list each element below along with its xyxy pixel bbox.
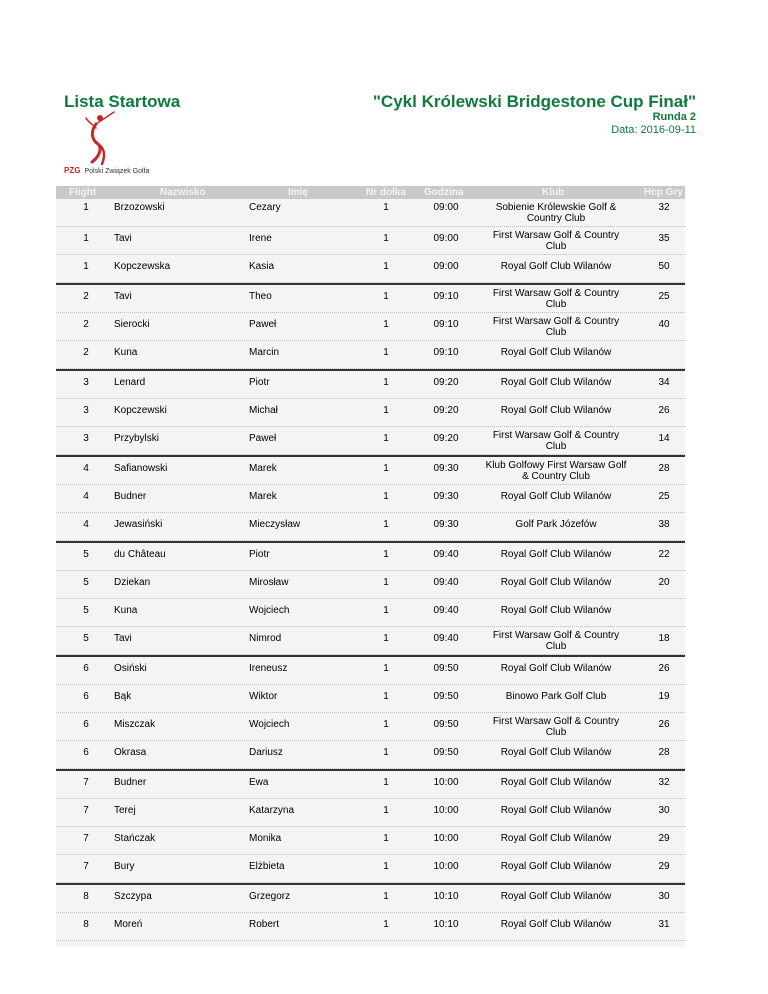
time-cell: 10:00 (433, 777, 459, 788)
flight-cell: 7 (83, 833, 89, 844)
first-name-cell: Mirosław (249, 577, 289, 588)
col-club: Klub (542, 187, 565, 198)
hole-cell: 1 (383, 405, 389, 416)
table-row (56, 599, 685, 627)
last-name-cell: Okrasa (114, 747, 147, 758)
club-cell: Royal Golf Club Wilanów (500, 805, 612, 816)
table-row (56, 769, 685, 799)
club-cell: First Warsaw Golf & Country Club (492, 316, 620, 338)
last-name-cell: Miszczak (114, 719, 156, 730)
flight-cell: 7 (83, 805, 89, 816)
last-name-cell: Dziekan (114, 577, 151, 588)
last-name-cell: Tavi (114, 633, 132, 644)
time-cell: 09:30 (433, 519, 459, 530)
flight-cell: 7 (83, 777, 89, 788)
hcp-cell: 32 (658, 202, 670, 213)
first-name-cell: Theo (249, 291, 272, 302)
last-name-cell: Moreń (114, 919, 143, 930)
time-cell: 09:10 (433, 291, 459, 302)
last-name-cell: Budner (114, 777, 147, 788)
last-name-cell: Terej (114, 805, 136, 816)
table-row (56, 427, 685, 455)
hole-cell: 1 (383, 463, 389, 474)
table-row (56, 883, 685, 913)
first-name-cell: Marcin (249, 347, 280, 358)
club-cell: Royal Golf Club Wilanów (500, 377, 612, 388)
hcp-cell: 32 (658, 777, 670, 788)
hcp-cell: 40 (658, 319, 670, 330)
time-cell: 10:00 (433, 805, 459, 816)
flight-cell: 3 (83, 405, 89, 416)
hcp-cell: 34 (658, 377, 670, 388)
hole-cell: 1 (383, 377, 389, 388)
col-first-name: Imię (288, 187, 309, 198)
table-row (56, 255, 685, 283)
club-cell: Royal Golf Club Wilanów (500, 861, 612, 872)
time-cell: 09:50 (433, 719, 459, 730)
last-name-cell: Brzozowski (114, 202, 165, 213)
logo-abbr: PZG (64, 166, 81, 175)
flight-cell: 2 (83, 319, 89, 330)
flight-cell: 6 (83, 663, 89, 674)
hcp-cell: 20 (658, 577, 670, 588)
table-row (56, 913, 685, 941)
logo-name: Polski Związek Golfa (84, 168, 150, 175)
last-name-cell: Kuna (114, 347, 138, 358)
table-row (56, 341, 685, 369)
hcp-cell: 28 (658, 747, 670, 758)
club-cell: Royal Golf Club Wilanów (500, 491, 612, 502)
time-cell: 09:00 (433, 261, 459, 272)
club-cell: Royal Golf Club Wilanów (500, 261, 612, 272)
col-flight: Flight (69, 187, 97, 198)
flight-cell: 1 (83, 233, 89, 244)
hole-cell: 1 (383, 691, 389, 702)
last-name-cell: Osiński (114, 663, 147, 674)
hcp-cell: 50 (658, 261, 670, 272)
flight-cell: 4 (83, 463, 89, 474)
first-name-cell: Kasia (249, 261, 275, 272)
hole-cell: 1 (383, 433, 389, 444)
flight-cell: 1 (83, 202, 89, 213)
time-cell: 10:10 (433, 891, 459, 902)
flight-cell: 5 (83, 633, 89, 644)
col-hcp: Hcp Gry (644, 187, 683, 198)
hole-cell: 1 (383, 291, 389, 302)
table-row (56, 283, 685, 313)
table-row (56, 227, 685, 255)
hcp-cell: 38 (658, 519, 670, 530)
first-name-cell: Piotr (249, 377, 270, 388)
time-cell: 10:00 (433, 833, 459, 844)
col-time: Godzina (424, 187, 464, 198)
last-name-cell: Bury (114, 861, 135, 872)
first-name-cell: Nimrod (249, 633, 282, 644)
time-cell: 09:00 (433, 233, 459, 244)
hcp-cell: 25 (658, 291, 670, 302)
time-cell: 09:30 (433, 491, 459, 502)
first-name-cell: Wojciech (249, 605, 290, 616)
last-name-cell: Sierocki (114, 319, 150, 330)
tournament-title: "Cykl Królewski Bridgestone Cup Finał" (372, 92, 696, 111)
club-cell: Royal Golf Club Wilanów (500, 891, 612, 902)
start-list-table (56, 186, 685, 947)
club-cell: Royal Golf Club Wilanów (500, 405, 612, 416)
hole-cell: 1 (383, 319, 389, 330)
first-name-cell: Mieczysław (249, 519, 301, 530)
hcp-cell: 29 (658, 833, 670, 844)
time-cell: 09:50 (433, 663, 459, 674)
hcp-cell: 35 (658, 233, 670, 244)
first-name-cell: Marek (249, 463, 277, 474)
last-name-cell: Przybylski (114, 433, 160, 444)
last-name-cell: Jewasiński (114, 519, 163, 530)
hcp-cell: 31 (658, 919, 670, 930)
first-name-cell: Irene (249, 233, 272, 244)
time-cell: 09:20 (433, 433, 459, 444)
hole-cell: 1 (383, 633, 389, 644)
table-row (56, 513, 685, 541)
club-cell: Binowo Park Golf Club (505, 691, 607, 702)
flight-cell: 3 (83, 377, 89, 388)
hcp-cell: 29 (658, 861, 670, 872)
last-name-cell: Lenard (114, 377, 146, 388)
first-name-cell: Elżbieta (249, 861, 285, 872)
hole-cell: 1 (383, 605, 389, 616)
hole-cell: 1 (383, 347, 389, 358)
flight-cell: 8 (83, 891, 89, 902)
flight-cell: 4 (83, 519, 89, 530)
first-name-cell: Paweł (249, 433, 277, 444)
hole-cell: 1 (383, 491, 389, 502)
first-name-cell: Wojciech (249, 719, 290, 730)
flight-cell: 6 (83, 747, 89, 758)
first-name-cell: Wiktor (249, 691, 278, 702)
club-cell: Royal Golf Club Wilanów (500, 663, 612, 674)
table-row (56, 399, 685, 427)
hole-cell: 1 (383, 777, 389, 788)
club-cell: Royal Golf Club Wilanów (500, 347, 612, 358)
club-cell: First Warsaw Golf & Country Club (492, 430, 620, 452)
hole-cell: 1 (383, 577, 389, 588)
flight-cell: 6 (83, 719, 89, 730)
first-name-cell: Ireneusz (249, 663, 288, 674)
hole-cell: 1 (383, 233, 389, 244)
time-cell: 09:20 (433, 405, 459, 416)
first-name-cell: Katarzyna (249, 805, 295, 816)
last-name-cell: Safianowski (114, 463, 168, 474)
hole-cell: 1 (383, 891, 389, 902)
last-name-cell: Stańczak (114, 833, 156, 844)
flight-cell: 5 (83, 605, 89, 616)
table-row (56, 485, 685, 513)
table-row (56, 571, 685, 599)
hcp-cell: 26 (658, 719, 670, 730)
hcp-cell: 30 (658, 891, 670, 902)
club-cell: Sobienie Królewskie Golf & Country Club (495, 202, 617, 224)
flight-cell: 1 (83, 261, 89, 272)
hole-cell: 1 (383, 719, 389, 730)
club-cell: Royal Golf Club Wilanów (500, 605, 612, 616)
hole-cell: 1 (383, 519, 389, 530)
table-body (56, 199, 685, 947)
flight-cell: 4 (83, 491, 89, 502)
first-name-cell: Robert (249, 919, 280, 930)
time-cell: 10:10 (433, 919, 459, 930)
last-name-cell: Kopczewski (114, 405, 167, 416)
last-name-cell: Kuna (114, 605, 138, 616)
hcp-cell: 22 (658, 549, 670, 560)
first-name-cell: Cezary (249, 202, 281, 213)
last-name-cell: Bąk (114, 691, 132, 702)
hcp-cell: 26 (658, 663, 670, 674)
hole-cell: 1 (383, 833, 389, 844)
list-title: Lista Startowa (64, 92, 181, 111)
table-row (56, 199, 685, 227)
club-cell: Royal Golf Club Wilanów (500, 833, 612, 844)
time-cell: 09:20 (433, 377, 459, 388)
club-cell: First Warsaw Golf & Country Club (492, 230, 620, 252)
time-cell: 09:10 (433, 319, 459, 330)
club-cell: Royal Golf Club Wilanów (500, 777, 612, 788)
time-cell: 10:00 (433, 861, 459, 872)
hcp-cell: 30 (658, 805, 670, 816)
table-row (56, 713, 685, 741)
hole-cell: 1 (383, 663, 389, 674)
hcp-cell: 28 (658, 463, 670, 474)
time-cell: 09:50 (433, 747, 459, 758)
hcp-cell: 18 (658, 633, 670, 644)
hole-cell: 1 (383, 261, 389, 272)
first-name-cell: Ewa (249, 777, 269, 788)
hcp-cell: 19 (658, 691, 670, 702)
time-cell: 09:40 (433, 577, 459, 588)
table-row (56, 455, 685, 485)
table-row (56, 313, 685, 341)
col-hole: Nr dołka (366, 187, 407, 198)
last-name-cell: Tavi (114, 291, 132, 302)
flight-cell: 5 (83, 549, 89, 560)
date-label: Data: 2016-09-11 (611, 124, 696, 136)
time-cell: 09:40 (433, 549, 459, 560)
first-name-cell: Grzegorz (249, 891, 291, 902)
hole-cell: 1 (383, 747, 389, 758)
first-name-cell: Piotr (249, 549, 270, 560)
hole-cell: 1 (383, 549, 389, 560)
flight-cell: 2 (83, 347, 89, 358)
time-cell: 09:00 (433, 202, 459, 213)
club-cell: Royal Golf Club Wilanów (500, 577, 612, 588)
table-header (56, 186, 685, 199)
table-row (56, 855, 685, 883)
first-name-cell: Monika (249, 833, 282, 844)
table-row (56, 685, 685, 713)
flight-cell: 7 (83, 861, 89, 872)
club-cell: Royal Golf Club Wilanów (500, 919, 612, 930)
table-row (56, 741, 685, 769)
logo-caption (64, 166, 149, 175)
first-name-cell: Michał (249, 405, 278, 416)
club-cell: Royal Golf Club Wilanów (500, 747, 612, 758)
hcp-cell: 25 (658, 491, 670, 502)
last-name-cell: Szczypa (114, 891, 152, 902)
table-row (56, 369, 685, 399)
round-label: Runda 2 (652, 111, 696, 123)
club-cell: First Warsaw Golf & Country Club (492, 716, 620, 738)
time-cell: 09:40 (433, 633, 459, 644)
club-cell: Klub Golfowy First Warsaw Golf & Country Club (485, 460, 627, 482)
hole-cell: 1 (383, 805, 389, 816)
first-name-cell: Marek (249, 491, 277, 502)
flight-cell: 6 (83, 691, 89, 702)
time-cell: 09:30 (433, 463, 459, 474)
club-cell: First Warsaw Golf & Country Club (492, 288, 620, 310)
club-cell: First Warsaw Golf & Country Club (492, 630, 620, 652)
hole-cell: 1 (383, 919, 389, 930)
hole-cell: 1 (383, 202, 389, 213)
hcp-cell: 26 (658, 405, 670, 416)
club-cell: Royal Golf Club Wilanów (500, 549, 612, 560)
hcp-cell: 14 (658, 433, 670, 444)
last-name-cell: Tavi (114, 233, 132, 244)
first-name-cell: Paweł (249, 319, 277, 330)
col-last-name: Nazwisko (160, 187, 206, 198)
flight-cell: 2 (83, 291, 89, 302)
last-name-cell: Kopczewska (114, 261, 171, 272)
table-row (56, 627, 685, 655)
table-row (56, 541, 685, 571)
flight-cell: 8 (83, 919, 89, 930)
table-row (56, 799, 685, 827)
flight-cell: 5 (83, 577, 89, 588)
first-name-cell: Dariusz (249, 747, 283, 758)
time-cell: 09:50 (433, 691, 459, 702)
table-row (56, 827, 685, 855)
table-row (56, 655, 685, 685)
time-cell: 09:10 (433, 347, 459, 358)
last-name-cell: du Château (114, 549, 166, 560)
flight-cell: 3 (83, 433, 89, 444)
time-cell: 09:40 (433, 605, 459, 616)
club-cell: Golf Park Józefów (515, 519, 597, 530)
last-name-cell: Budner (114, 491, 147, 502)
hole-cell: 1 (383, 861, 389, 872)
